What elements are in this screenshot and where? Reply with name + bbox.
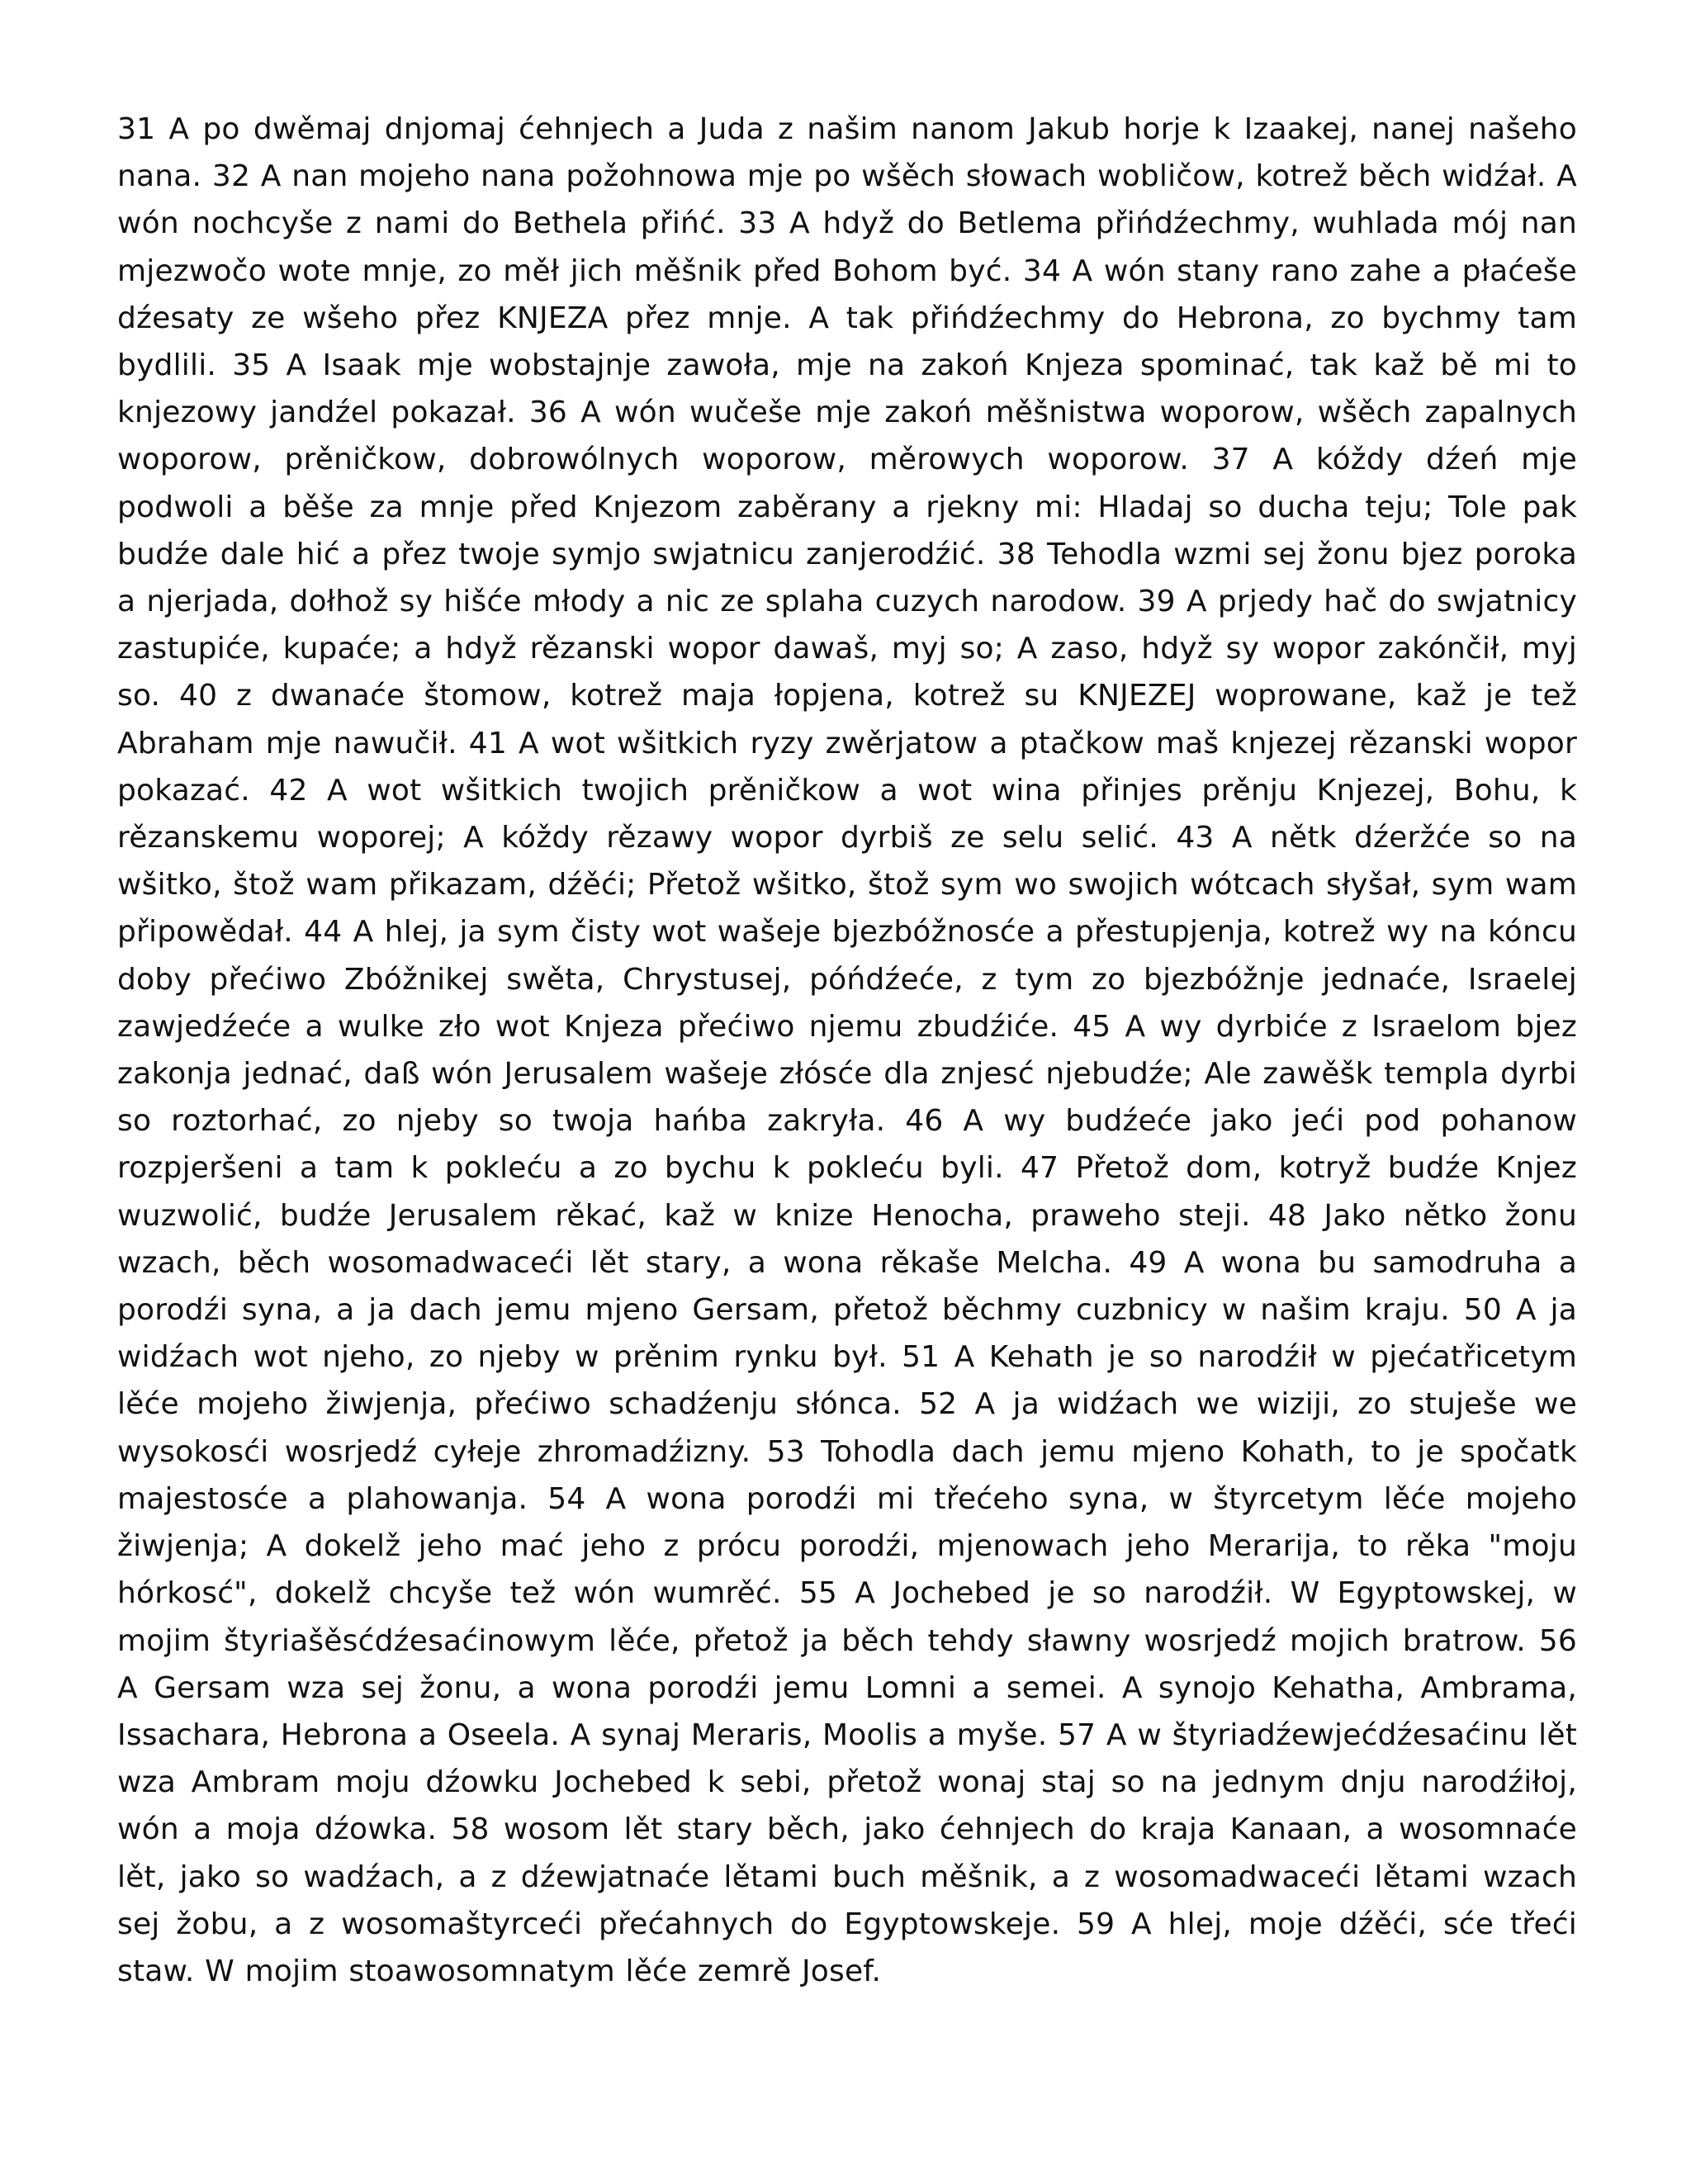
- document-page: [117, 106, 1577, 2087]
- body-paragraph: 31 A po dwěmaj dnjomaj ćehnjech a Juda z našim nanom Jakub horje k Izaakej, nanej našeho nana. 32 A nan mojeho nana požohnowa mje po wšěch słowach wobličow, kotrež běch widźał. A wón nochcyše z nami do Bethela přińć. 33 A hdyž do Betlema přińdźechmy, wuhlada mój nan mjezwočo wote mnje, zo měł jich měšnik před Bohom być. 34 A wón stany rano zahe a płaćeše dźesaty ze wšeho přez KNJEZA přez mnje. A tak přińdźechmy do Hebrona, zo bychmy tam bydlili. 35 A Isaak mje wobstajnje zawoła, mje na zakoń Knjeza spominać, tak kaž bě mi to knjezowy jandźel pokazał. 36 A wón wučeše mje zakoń měšnistwa woporow, wšěch zapalnych woporow, prěničkow, dobrowólnych woporow, měrowych woporow. 37 A kóždy dźeń mje podwoli a běše za mnje před Knjezom zaběrany a rjekny mi: Hladaj so ducha teju; Tole pak budźe dale hić a přez twoje symjo swjatnicu zanjerodźić. 38 Tehodla wzmi sej žonu bjez poroka a njerjada, dołhož sy hišće młody a nic ze splaha cuzych narodow. 39 A prjedy hač do swjatnicy zastupiće, kupaće; a hdyž rězanski wopor dawaš, myj so; A zaso, hdyž sy wopor zakónčił, myj so. 40 z dwanaće štomow, kotrež maja łopjena, kotrež su KNJEZEJ woprowane, kaž je tež Abraham mje nawučił. 41 A wot wšitkich ryzy zwěrjatow a ptačkow maš knjezej rězanski wopor pokazać. 42 A wot wšitkich twojich prěničkow a wot wina přinjes prěnju Knjezej, Bohu, k rězanskemu woporej; A kóždy rězawy wopor dyrbiš ze selu selić. 43 A nětk dźeržće so na wšitko, štož wam přikazam, dźěći; Přetož wšitko, štož sym wo swojich wótcach słyšał, sym wam připowědał. 44 A hlej, ja sym čisty wot wašeje bjezbóžnosće a přestupjenja, kotrež wy na kóncu doby přećiwo Zbóžnikej swěta, Chrystusej, póńdźeće, z tym zo bjezbóžnje jednaće, Israelej zawjedźeće a wulke zło wot Knjeza přećiwo njemu zbudźiće. 45 A wy dyrbiće z Israelom bjez zakonja jednać, daß wón Jerusalem wašeje złósće dla znjesć njebudźe; Ale zawěšk templa dyrbi so roztorhać, zo njeby so twoja hańba zakryła. 46 A wy budźeće jako jeći pod pohanow rozpjeršeni a tam k pokleću a zo bychu k pokleću byli. 47 Přetož dom, kotryž budźe Knjez wuzwolić, budźe Jerusalem rěkać, kaž w knize Henocha, praweho steji. 48 Jako nětko žonu wzach, běch wosomadwaceći lět stary, a wona rěkaše Melcha. 49 A wona bu samodruha a porodźi syna, a ja dach jemu mjeno Gersam, přetož běchmy cuzbnicy w našim kraju. 50 A ja widźach wot njeho, zo njeby w prěnim rynku był. 51 A Kehath je so narodźił w pjećatřicetym lěće mojeho žiwjenja, přećiwo schadźenju słónca. 52 A ja widźach we wiziji, zo stuješe we wysokosći wosrjedź cyłeje zhromadźizny. 53 Tohodla dach jemu mjeno Kohath, to je spočatk majestosće a plahowanja. 54 A wona porodźi mi třećeho syna, w štyrcetym lěće mojeho žiwjenja; A dokelž jeho mać jeho z prócu porodźi, mjenowach jeho Merarija, to rěka "moju hórkosć", dokelž chcyše tež wón wumrěć. 55 A Jochebed je so narodźił. W Egyptowskej, w mojim štyriašěsćdźesaćinowym lěće, přetož ja běch tehdy sławny wosrjedź mojich bratrow. 56 A Gersam wza sej žonu, a wona porodźi jemu Lomni a semei. A synojo Kehatha, Ambrama, Issachara, Hebrona a Oseela. A synaj Meraris, Moolis a myše. 57 A w štyriadźewjećdźesaćinu lět wza Ambram moju dźowku Jochebed k sebi, přetož wonaj staj so na jednym dnju narodźiłoj, wón a moja dźowka. 58 wosom lět stary běch, jako ćehnjech do kraja Kanaan, a wosomnaće lět, jako so wadźach, a z dźewjatnaće lětami buch měšnik, a z wosomadwaceći lětami wzach sej žobu, a z wosomaštyrceći přećahnych do Egyptowskeje. 59 A hlej, moje dźěći, sće třeći staw. W mojim stoawosomnatym lěće zemrě Josef.: [117, 112, 1577, 1988]
